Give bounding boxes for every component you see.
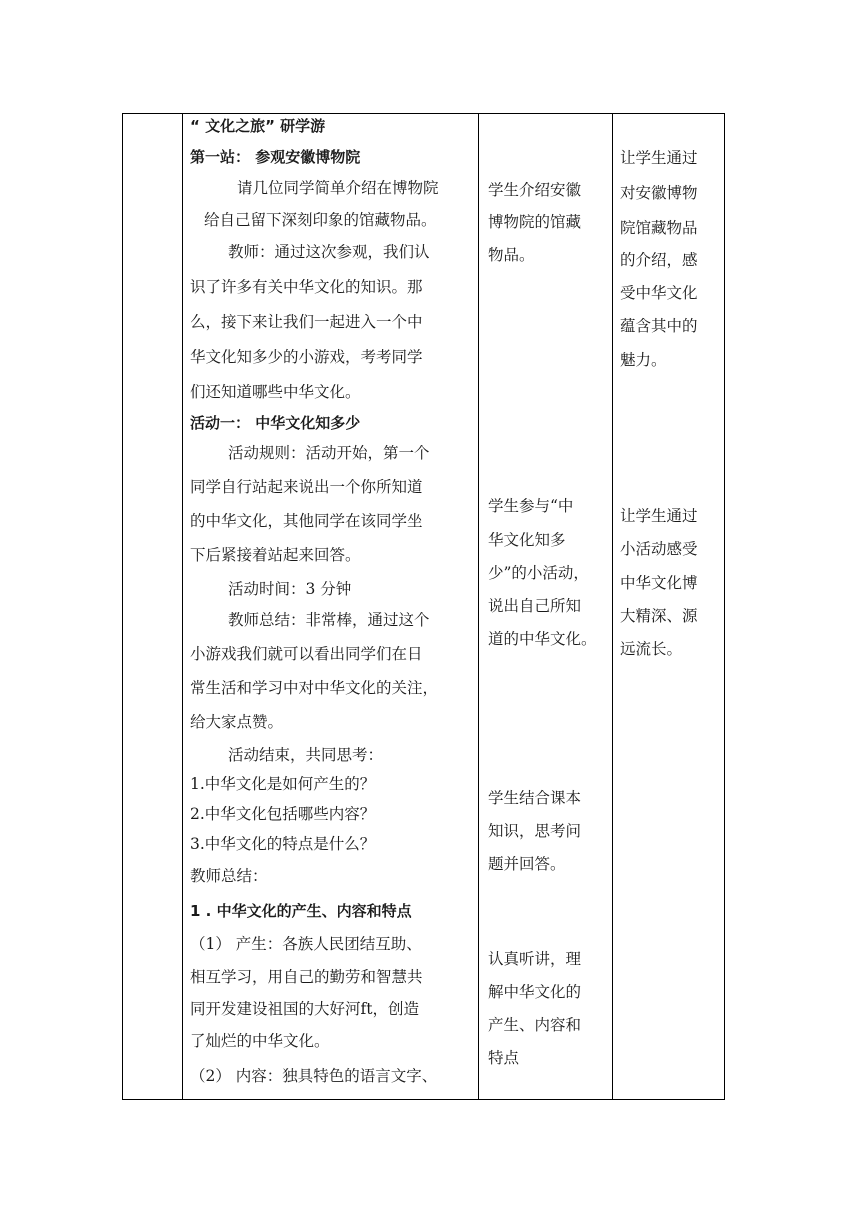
intent-text: 对安徽博物 — [620, 184, 698, 202]
text-line: 常生活和学习中对中华文化的关注， — [190, 679, 439, 697]
station1-title: 第一站： 参观安徽博物院 — [190, 148, 361, 166]
column-divider — [182, 114, 183, 1099]
text-line: 识了许多有关中华文化的知识。那 — [190, 278, 423, 296]
intent-text: 的介绍，感 — [620, 251, 698, 269]
activity-time: 活动时间：3 分钟 — [228, 580, 352, 598]
intent-text: 让学生通过 — [620, 149, 698, 167]
activity-end: 活动结束，共同思考： — [228, 746, 384, 764]
activity1-title: 活动一： 中华文化知多少 — [190, 414, 361, 432]
text-line: 的中华文化，其他同学在该同学坐 — [190, 512, 423, 530]
intent-text: 远流长。 — [620, 640, 683, 658]
column-divider — [612, 114, 613, 1099]
student-text: 学生参与“中 — [488, 497, 574, 515]
text-line: 教师：通过这次参观，我们认 — [228, 243, 430, 261]
lesson-heading: “ 文化之旅” 研学游 — [190, 117, 326, 135]
intent-text: 中华文化博 — [620, 574, 698, 592]
text-line: 给自己留下深刻印象的馆藏物品。 — [204, 211, 437, 229]
student-text: 知识，思考问 — [488, 822, 582, 840]
text-line: 同学自行站起来说出一个你所知道 — [190, 478, 423, 496]
intent-text: 魅力。 — [620, 351, 667, 369]
text-line: 了灿烂的中华文化。 — [190, 1032, 330, 1050]
text-line: 下后紧接着站起来回答。 — [190, 546, 361, 564]
text-line: 活动规则：活动开始，第一个 — [228, 444, 430, 462]
intent-text: 让学生通过 — [620, 507, 698, 525]
text-line: 教师总结：非常棒，通过这个 — [228, 611, 430, 629]
column-divider — [478, 114, 479, 1099]
question: 1.中华文化是如何产生的？ — [190, 775, 376, 793]
question: 2.中华文化包括哪些内容？ — [190, 805, 376, 823]
student-text: 题并回答。 — [488, 855, 566, 873]
intent-text: 受中华文化 — [620, 284, 698, 302]
intent-text: 小活动感受 — [620, 540, 698, 558]
student-text: 认真听讲，理 — [488, 950, 582, 968]
intent-text: 院馆藏物品 — [620, 219, 698, 237]
intent-text: 大精深、源 — [620, 607, 698, 625]
student-text: 学生介绍安徽 — [488, 181, 582, 199]
text-line: 么，接下来让我们一起进入一个中 — [190, 313, 423, 331]
text-line: 给大家点赞。 — [190, 713, 284, 731]
point1-title: 1 . 中华文化的产生、内容和特点 — [190, 902, 412, 920]
text-line: 同开发建设祖国的大好河ft，创造 — [190, 1000, 419, 1018]
student-text: 产生、内容和 — [488, 1016, 582, 1034]
student-text: 博物院的馆藏 — [488, 213, 582, 231]
intent-text: 蕴含其中的 — [620, 317, 698, 335]
text-line: 请几位同学简单介绍在博物院 — [237, 179, 439, 197]
student-text: 物品。 — [488, 246, 535, 264]
teacher-summary: 教师总结： — [190, 867, 268, 885]
student-text: 华文化知多 — [488, 531, 566, 549]
student-text: 特点 — [488, 1049, 520, 1067]
text-line: 相互学习，用自己的勤劳和智慧共 — [190, 968, 423, 986]
text-line: （2） 内容：独具特色的语言文字、 — [190, 1067, 438, 1085]
student-text: 说出自己所知 — [488, 597, 582, 615]
student-text: 道的中华文化。 — [488, 630, 597, 648]
student-text: 学生结合课本 — [488, 789, 582, 807]
text-line: （1） 产生：各族人民团结互助、 — [190, 935, 422, 953]
text-line: 们还知道哪些中华文化。 — [190, 383, 361, 401]
text-line: 华文化知多少的小游戏，考考同学 — [190, 348, 423, 366]
text-line: 小游戏我们就可以看出同学们在日 — [190, 645, 423, 663]
question: 3.中华文化的特点是什么？ — [190, 835, 376, 853]
student-text: 少”的小活动， — [488, 564, 589, 582]
student-text: 解中华文化的 — [488, 983, 582, 1001]
